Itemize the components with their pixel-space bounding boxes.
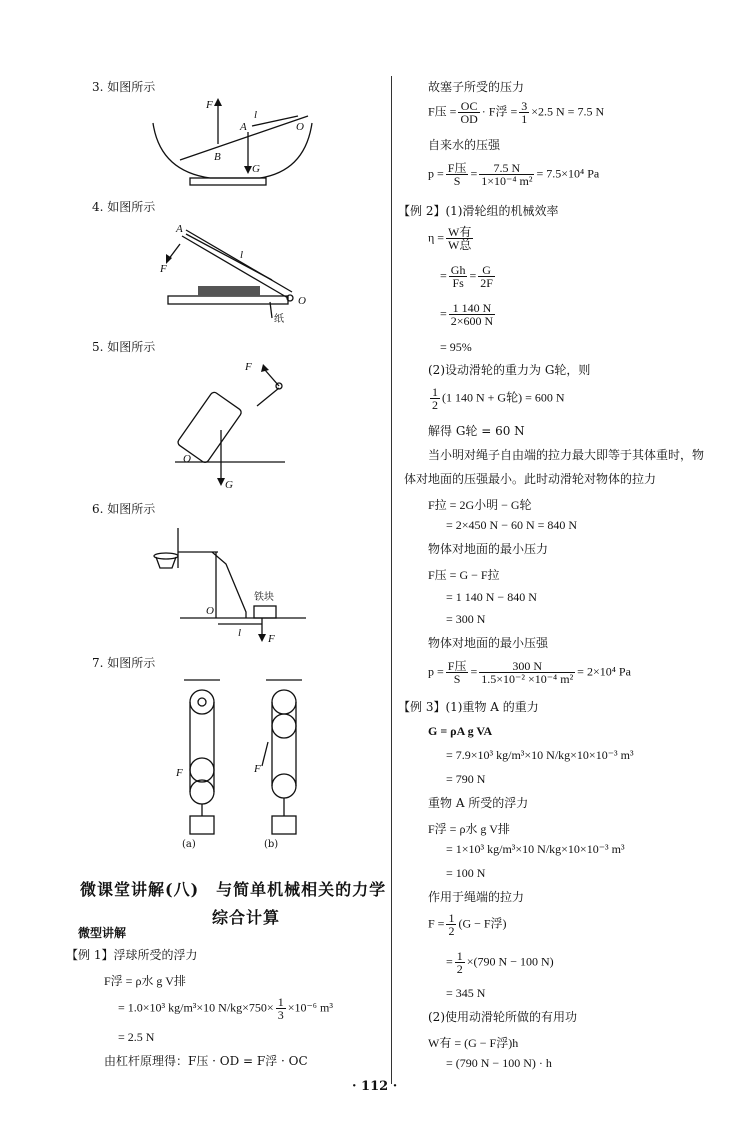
svg-text:O: O [206,605,214,617]
section-title-line1: 微课堂讲解(八) 与简单机械相关的力学 [80,880,387,899]
ex2-text3: 物体对地面的最小压力 [428,542,549,556]
svg-text:B: B [214,151,221,163]
svg-text:O: O [298,295,306,307]
svg-text:F: F [254,763,261,775]
svg-text:F: F [245,361,252,373]
q7-label: 7. 如图所示 [92,656,156,670]
ex2-f4: = 1 140 N − 840 N [446,590,537,604]
ex2-part2: (2)设动滑轮的重力为 G轮，则 [428,363,591,377]
ex3-b1: F浮 = ρ水 g V排 [428,822,510,836]
q6-label: 6. 如图所示 [92,502,156,516]
ex3-b3: = 100 N [446,866,486,880]
ex3-text1: 重物 A 所受的浮力 [428,796,529,810]
figure-3-lever-bowl [150,96,320,192]
r3: 自来水的压强 [428,138,501,152]
ex3-head: 【例 3】(1)重物 A 的重力 [398,700,539,714]
column-divider [391,76,392,1084]
svg-text:A: A [240,121,247,133]
svg-text:F: F [176,767,183,779]
ex2-text4: 物体对地面的最小压强 [428,636,549,650]
ex1-line1: F浮 = ρ水 g V排 [104,974,186,988]
ex2-f3: F压 = G − F拉 [428,568,500,582]
ex1-line3: = 2.5 N [118,1030,155,1044]
r2: F压 = $\frac{OC}{OD}$ · F浮 = $\frac{3}{1}$ ×2.5 N = 7.5 N [428,99,605,126]
ex2-f1: F拉 = 2G小明 − G轮 [428,498,532,512]
ex3-w1: W有 = (G − F浮)h [428,1036,519,1050]
ex3-f1: F = $\frac{1}{2}$ (G − F浮) [428,911,507,938]
svg-text:O: O [296,121,304,133]
svg-text:F: F [160,263,167,275]
fig7-a-caption: (a) [182,839,196,850]
svg-text:G: G [225,479,233,491]
svg-text:G: G [252,163,260,175]
ex2-eta3: = $\frac{1 140 N}{2\times 600 N}$ [440,301,494,328]
ex2-eta: η = $\frac{\text{W有}}{\text{W总}}$ [428,225,472,252]
figure-4-paper-cutter [160,222,310,324]
fig7-b-caption: (b) [264,839,279,850]
ex3-text2: 作用于绳端的拉力 [428,890,525,904]
ex3-w2: = (790 N − 100 N) · h [446,1056,552,1070]
svg-text:O: O [183,453,191,465]
ex3-g3: = 790 N [446,772,486,786]
figure-7-pulley-systems [170,676,320,842]
ex1-head: 【例 1】浮球所受的浮力 [66,948,198,962]
ex3-f3: = 345 N [446,986,486,1000]
ex2-pressure: p = $\frac{\text{F压}}{S}$ = $\frac{300 N}{\text{1.5×10⁻² ×10⁻⁴ m²}}$ = 2×10⁴ Pa [428,659,631,686]
ex2-text1: 当小明对绳子自由端的拉力最大即等于其体重时，物 [428,448,705,462]
svg-text:F: F [206,99,213,111]
ex2-text2: 体对地面的压强最小。此时动滑轮对物体的拉力 [404,472,657,486]
svg-text:l: l [254,109,258,121]
ex2-solve: 解得 G轮 = 60 N [428,424,525,438]
sub-title: 微型讲解 [78,926,127,940]
section-title-line2: 综合计算 [212,908,281,927]
ex1-line2: = 1.0×10³ kg/m³×10 N/kg×750× $\frac{1}{3}$ ×10⁻⁶ m³ [118,995,333,1022]
q3-label: 3. 如图所示 [92,80,156,94]
ex2-eta2: = $\frac{Gh}{Fs}$ = $\frac{G}{2F}$ [440,263,493,290]
ex2-head: 【例 2】(1)滑轮组的机械效率 [398,204,559,218]
svg-text:纸: 纸 [274,314,284,325]
svg-text:A: A [176,223,183,235]
r1: 故塞子所受的压力 [428,80,525,94]
page-number: · 112 · [352,1079,398,1094]
ex2-f2: = 2×450 N − 60 N = 840 N [446,518,578,532]
q4-label: 4. 如图所示 [92,200,156,214]
r4: p = $\frac{\text{F压}}{S}$ = $\frac{7.5 N}{\text{1×10⁻⁴ m²}}$ = 7.5×10⁴ Pa [428,161,600,188]
ex3-g1: G = ρA g VA [428,724,493,738]
ex2-result: = 95% [440,340,472,354]
ex1-line4: 由杠杆原理得：F压 · OD = F浮 · OC [104,1054,308,1068]
ex2-equation: $\frac{1}{2}$ (1 140 N + G轮) = 600 N [432,385,565,412]
ex3-part2: (2)使用动滑轮所做的有用功 [428,1010,577,1024]
ex3-f2: = $\frac{1}{2}$ ×(790 N − 100 N) [446,949,554,976]
ex3-b2: = 1×10³ kg/m³×10 N/kg×10×10⁻³ m³ [446,842,625,856]
svg-text:F: F [268,633,275,645]
svg-text:l: l [240,249,244,261]
svg-text:l: l [238,627,242,639]
ex3-g2: = 7.9×10³ kg/m³×10 N/kg×10×10⁻³ m³ [446,748,634,762]
figure-6-basketball-hoop [150,522,310,645]
svg-text:铁块: 铁块 [254,592,274,603]
figure-5-trolley-case [175,358,295,492]
ex2-f5: = 300 N [446,612,486,626]
q5-label: 5. 如图所示 [92,340,156,354]
